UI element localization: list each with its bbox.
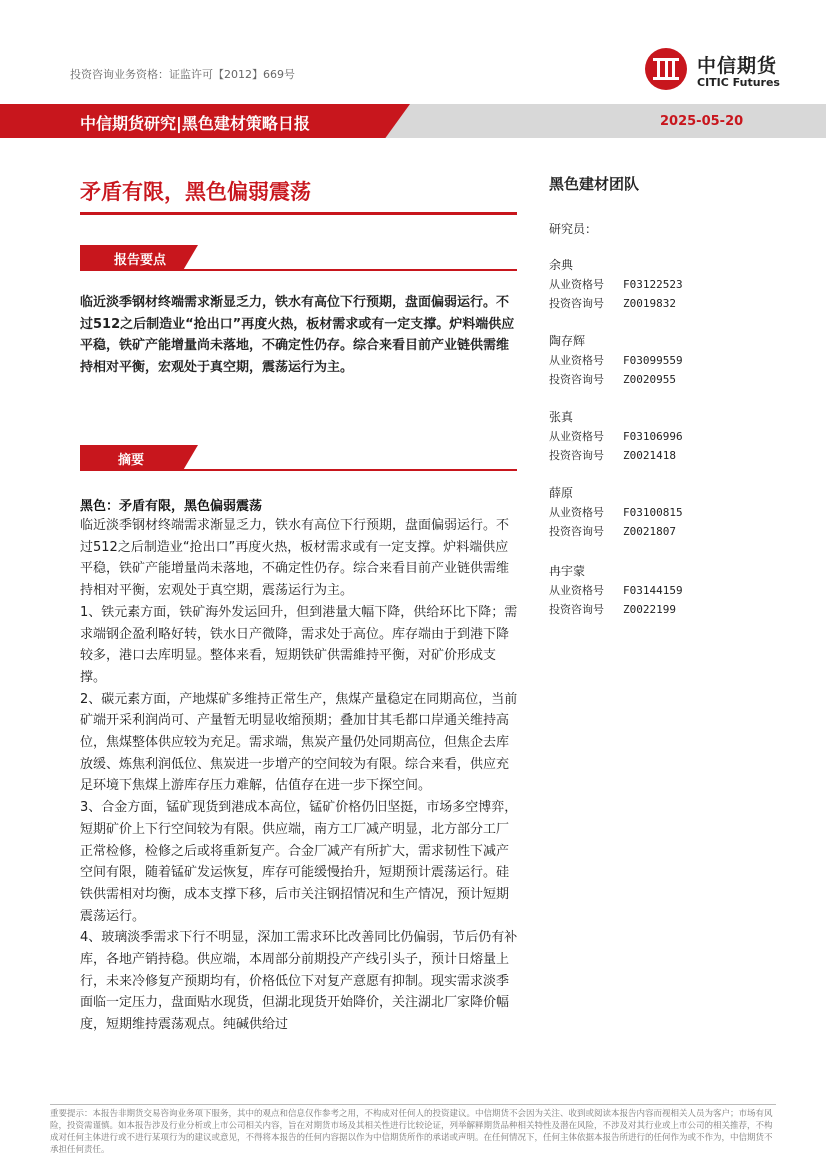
report-points-text: 临近淡季钢材终端需求渐显乏力，铁水有高位下行预期，盘面偏弱运行。不过512之后制造业“抢出口”再度火热，板材需求或有一定支撑。炉料端供应平稳，铁矿产能增量尚未落地，不确定性仍存。综合来看目前产业链供需维持相对平衡，宏观处于真空期，震荡运行为主。 <box>80 295 515 375</box>
analyst-name: 余典 <box>549 258 574 272</box>
analyst-card <box>549 332 683 389</box>
analyst-name: 陶存辉 <box>549 334 586 348</box>
practice-label: 从业资格号 <box>549 278 604 291</box>
report-banner <box>0 104 826 138</box>
practice-label: 从业资格号 <box>549 584 604 597</box>
report-points-header <box>80 245 517 271</box>
title-divider <box>80 212 517 215</box>
consult-label: 投资咨询号 <box>549 603 604 616</box>
report-title: 矛盾有限，黑色偏弱震荡 <box>80 180 311 204</box>
abstract-paragraph: 1、铁元素方面，铁矿海外发运回升，但到港量大幅下降，供给环比下降；需求端钢企盈利略好转，铁水日产微降，需求处于高位。库存端由于到港下降较多，港口去库明显。整体来看，短期铁矿供需維持平衡，对矿价形成支撑。 <box>80 604 518 685</box>
consult-number: Z0021418 <box>623 449 676 462</box>
consult-number: Z0020955 <box>623 373 676 386</box>
footer-divider <box>50 1104 776 1105</box>
logo-en-text: CITIC Futures <box>697 76 780 89</box>
report-date: 2025-05-20 <box>660 114 744 129</box>
consult-label: 投资咨询号 <box>549 449 604 462</box>
analyst-name: 张真 <box>549 410 574 424</box>
citic-logo-icon <box>645 48 687 90</box>
analyst-card <box>549 256 683 313</box>
practice-number: F03106996 <box>623 430 683 443</box>
analyst-card <box>549 562 683 619</box>
consult-label: 投资咨询号 <box>549 525 604 538</box>
consult-label: 投资咨询号 <box>549 373 604 386</box>
abstract-paragraph: 临近淡季钢材终端需求渐显乏力，铁水有高位下行预期，盘面偏弱运行。不过512之后制造业“抢出口”再度火热，板材需求或有一定支撑。炉料端供应平稳，铁矿产能增量尚未落地，不确定性仍存。综合来看目前产业链供需维持相对平衡，宏观处于真空期，震荡运行为主。 <box>80 518 510 599</box>
practice-label: 从业资格号 <box>549 354 604 367</box>
analyst-card <box>549 408 683 465</box>
practice-number: F03122523 <box>623 278 683 291</box>
abstract-header <box>80 445 517 471</box>
consult-number: Z0022199 <box>623 603 676 616</box>
team-title: 黑色建材团队 <box>549 175 640 193</box>
analyst-name: 薛原 <box>549 486 574 500</box>
report-points-label: 报告要点 <box>114 253 167 268</box>
logo-cn-text: 中信期货 <box>697 55 778 77</box>
practice-label: 从业资格号 <box>549 430 604 443</box>
consult-number: Z0019832 <box>623 297 676 310</box>
practice-number: F03100815 <box>623 506 683 519</box>
practice-number: F03099559 <box>623 354 683 367</box>
qualification-text: 投资咨询业务资格：证监许可【2012】669号 <box>70 68 295 81</box>
abstract-body <box>80 515 520 1036</box>
practice-label: 从业资格号 <box>549 506 604 519</box>
banner-title: 中信期货研究|黑色建材策略日报 <box>80 114 310 133</box>
consult-number: Z0021807 <box>623 525 676 538</box>
abstract-paragraph: 4、玻璃淡季需求下行不明显，深加工需求环比改善同比仍偏弱，节后仍有补库，各地产销持稳。供应端，本周部分前期投产产线引头子，预计日熔量上行，未来冷修复产预期均有，价格低位下对复产意愿有抑制。现实需求淡季面临一定压力，盘面贴水现货，但湖北现货开始降价，关注湖北厂家降价幅度，短期维持震荡观点。纯碱供给过 <box>80 930 518 1033</box>
abstract-paragraph: 2、碳元素方面，产地煤矿多维持正常生产，焦煤产量稳定在同期高位，当前矿端开采利润尚可、产量暂无明显收缩预期；叠加甘其毛都口岸通关维持高位，焦煤整体供应较为充足。需求端，焦炭产量仍处同期高位，但焦企去库放缓、炼焦利润低位、焦炭进一步增产的空间较为有限。综合来看，供应充足环境下焦煤上游库存压力难解，估值存在进一步下探空间。 <box>80 691 518 794</box>
consult-label: 投资咨询号 <box>549 297 604 310</box>
analyst-card <box>549 484 683 541</box>
analyst-name: 冉宇蒙 <box>549 564 586 578</box>
abstract-label: 摘要 <box>118 453 145 468</box>
citic-futures-logo <box>645 48 805 94</box>
disclaimer-text: 重要提示：本报告非期货交易咨询业务项下服务，其中的观点和信息仅作参考之用，不构成对任何人的投资建议。中信期货不会因为关注、收到或阅读本报告内容而视相关人员为客户；市场有风险，投资需谨慎。如本报告涉及行业分析或上市公司相关内容，旨在对期货市场及其相关性进行比较论证，列举解释期货品种相关特性及潜在风险，不涉及对其行业或上市公司的相关推荐，不构成对任何主体进行或不进行某项行为的建议或意见，不得将本报告的任何内容据以作为中信期货所作的承诺或声明。在任何情况下，任何主体依据本报告所进行的任何作为或不作为，中信期货不承担任何责任。 <box>50 1109 773 1155</box>
researcher-label: 研究员： <box>549 222 598 236</box>
abstract-subtitle: 黑色：矛盾有限，黑色偏弱震荡 <box>80 499 263 514</box>
practice-number: F03144159 <box>623 584 683 597</box>
abstract-paragraph: 3、合金方面，锰矿现货到港成本高位，锰矿价格仍旧坚挺，市场多空博弈，短期矿价上下行空间较为有限。供应端，南方工厂减产明显，北方部分工厂正常检修，检修之后或将重新复产。合金厂减产有所扩大，需求韧性下减产空间有限，随着锰矿发运恢复，库存可能缓慢抬升，短期预计震荡运行。硅铁供需相对均衡，成本支撑下移，后市关注钢招情况和生产情况，预计短期震荡运行。 <box>80 800 518 924</box>
